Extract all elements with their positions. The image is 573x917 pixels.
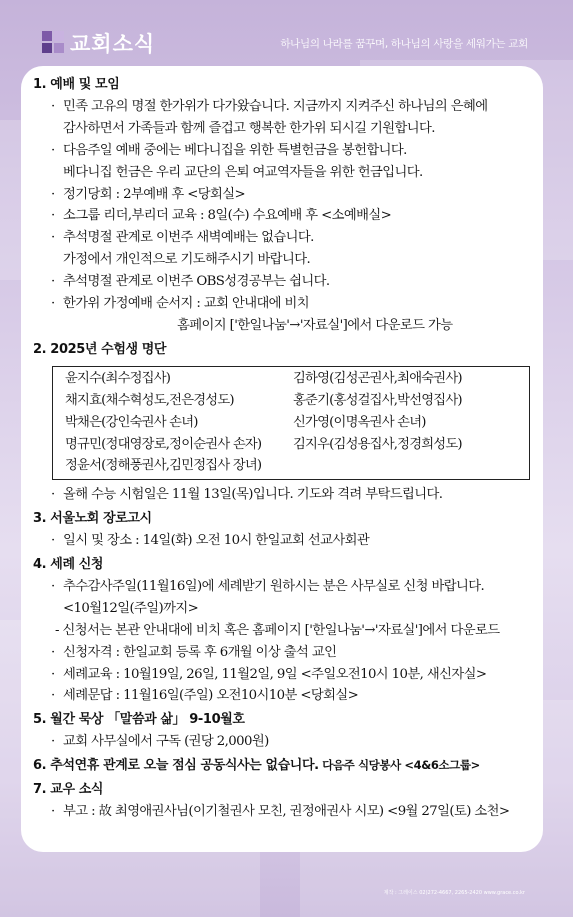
student-name [293,455,523,477]
news-line-text: 민족 고유의 명절 한가위가 다가왔습니다. 지금까지 지켜주신 하나님의 은혜에 [63,98,488,114]
news-card [21,66,543,852]
news-line [33,484,538,506]
student-name: 윤지수(최수정집사) [65,370,171,386]
student-name: 홍준기(홍성걸집사,박선영집사) [293,392,462,408]
section-heading-text: 4. 세례 신청 [33,557,104,573]
printer-credit: 제작 : 그레이스 02)272-4667, 2265-2420 www.grace.co.kr [383,890,525,896]
news-line [33,249,538,271]
news-line-text: <10월12일(주일)까지> [63,600,199,616]
news-line-text: 홈페이지 ['한일나눔'→'자료실']에서 다운로드 가능 [177,317,453,333]
bullet-icon: · [51,578,55,594]
section-title: 교회소식 [70,32,156,56]
news-line [33,685,538,707]
news-line-text: 추수감사주일(11월16일)에 세례받기 원하시는 분은 사무실로 신청 바랍니다. [63,578,485,594]
section-heading-text: 6. 추석연휴 관계로 오늘 점심 공동식사는 없습니다. [33,758,319,774]
news-line [33,642,538,664]
section-heading [33,339,538,361]
news-line [33,598,538,620]
bullet-icon: · [51,804,55,819]
student-grid [65,368,521,478]
news-line [33,293,538,315]
bulletin-header [0,0,573,66]
news-line-text: 추석명절 관계로 이번주 새벽예배는 없습니다. [63,230,314,246]
student-name: 정윤서(정해풍권사,김민정집사 장녀) [65,458,262,474]
news-line [33,801,538,823]
news-line-text: 다음주일 예배 중에는 베다니집을 위한 특별헌금을 봉헌합니다. [63,142,407,158]
bullet-icon: · [51,230,55,246]
section-heading [33,779,538,801]
bullet-icon: · [51,274,55,290]
section-heading-text: 5. 월간 묵상 「말씀과 삶」 9-10월호 [33,712,245,728]
news-line-text: 정기당회 : 2부예배 후 <당회실> [63,186,246,202]
news-line-text: 소그룹 리더,부리더 교육 : 8일(수) 수요예배 후 <소예배실> [63,208,392,224]
news-line-text: 베다니집 헌금은 우리 교단의 은퇴 여교역자들을 위한 헌금입니다. [63,164,423,180]
news-line-text: 올해 수능 시험일은 11월 13일(목)입니다. 기도와 격려 부탁드립니다. [63,487,443,503]
news-line [33,530,538,552]
student-name: 김지우(김성용집사,정경희성도) [293,436,462,452]
news-line [33,118,538,140]
news-line [33,664,538,686]
student-list-box [52,366,530,481]
student-name: 김하영(김성곤권사,최애숙권사) [293,370,462,386]
section-heading [33,74,538,96]
bullet-icon: · [51,533,55,549]
news-line [33,184,538,206]
section-heading-text: 2. 2025년 수험생 명단 [33,341,167,357]
student-name: 채지효(채수혁성도,전은경성도) [65,392,234,408]
bullet-icon: · [51,734,55,750]
section-heading [33,709,538,731]
bullet-icon: · [51,186,55,202]
section-heading-text: 1. 예배 및 모임 [33,77,120,92]
bullet-icon: · [51,688,55,704]
bullet-icon: · [51,98,55,114]
section-heading-text: 7. 교우 소식 [33,782,104,798]
church-motto: 하나님의 나라를 꿈꾸며, 하나님의 사랑을 세워가는 교회 [280,38,528,50]
news-line [33,96,538,118]
news-line [33,162,538,184]
news-line-text: 세례문답 : 11월16일(주일) 오전10시10분 <당회실> [63,688,359,704]
news-line-text: 신청자격 : 한일교회 등록 후 6개월 이상 출석 교인 [63,644,337,660]
news-line-text: 교회 사무실에서 구독 (권당 2,000원) [63,734,269,750]
section-heading-extra: 다음주 식당봉사 <4&6소그룹> [318,758,480,773]
news-line-text: 감사하면서 가족들과 함께 즐겁고 행복한 한가위 되시길 기원합니다. [63,120,435,136]
section-heading-text: 3. 서울노회 장로고시 [33,511,152,527]
section-heading [33,755,538,777]
bullet-icon: · [51,208,55,224]
bullet-icon: · [51,487,55,503]
news-line-text: 일시 및 장소 : 14일(화) 오전 10시 한일교회 선교사회관 [63,533,370,549]
bullet-icon: · [51,644,55,660]
news-line [33,140,538,162]
news-line [33,271,538,293]
news-line-text: 한가위 가정예배 순서지 : 교회 안내대에 비치 [63,296,310,312]
news-line [33,315,538,337]
news-line-text: - 신청서는 본관 안내대에 비치 혹은 홈페이지 ['한일나눔'→'자료실']에서 다운로드 [55,622,500,638]
news-content [33,72,538,823]
logo-squares-icon [42,31,64,53]
news-line [33,620,538,642]
news-line-text: 세례교육 : 10월19일, 26일, 11월2일, 9일 <주일오전10시 10분, 새신자실> [63,666,487,682]
news-line [33,731,538,753]
section-heading [33,554,538,576]
news-line-text: 추석명절 관계로 이번주 OBS성경공부는 쉽니다. [63,274,330,290]
bullet-icon: · [51,666,55,682]
news-line-text: 가정에서 개인적으로 기도해주시기 바랍니다. [63,252,311,268]
student-name: 신가영(이명옥권사 손녀) [293,414,426,430]
bullet-icon: · [51,296,55,312]
student-name: 박채은(강인숙권사 손녀) [65,414,198,430]
news-line [33,576,538,598]
section-heading [33,508,538,530]
news-line-text: 부고 : 故 최영애권사님(이기철권사 모친, 권정애권사 시모) <9월 27일(토) 소천> [63,804,510,819]
news-line [33,227,538,249]
news-line [33,205,538,227]
bullet-icon: · [51,142,55,158]
student-name: 명규민(정대영장로,정이순권사 손자) [65,436,262,452]
